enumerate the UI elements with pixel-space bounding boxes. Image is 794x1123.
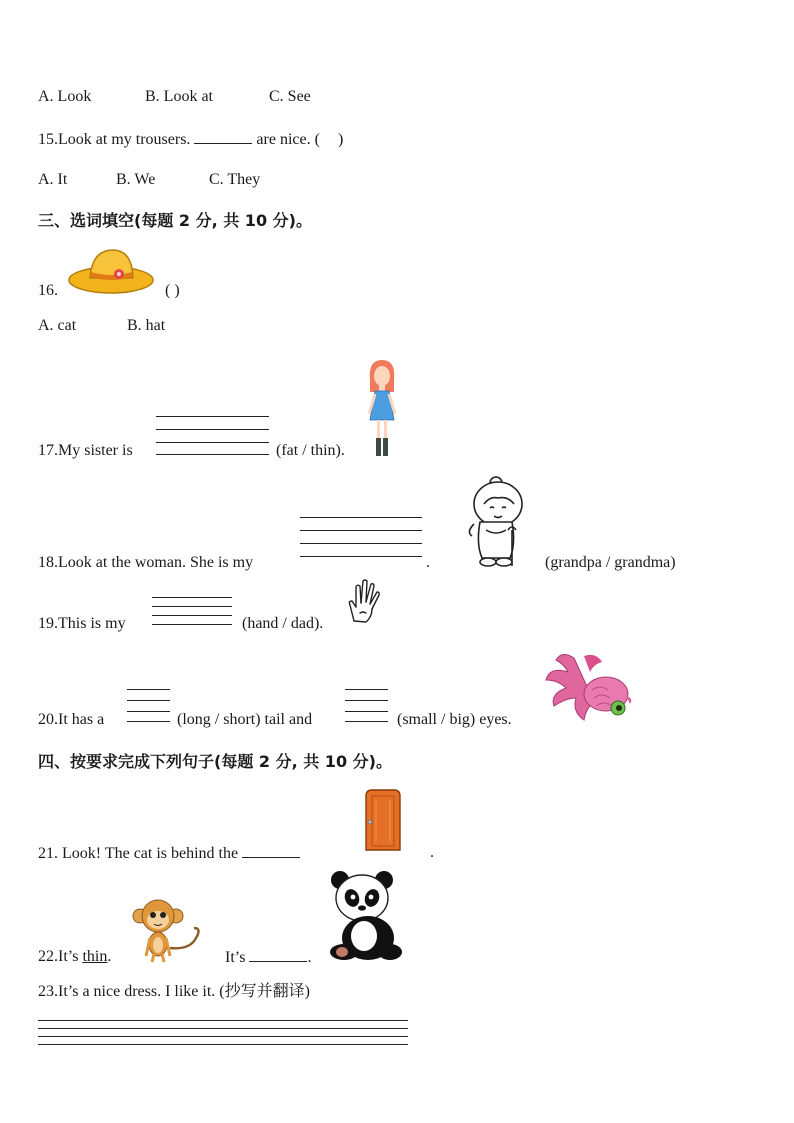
grandma-icon bbox=[456, 474, 526, 570]
section-4-title: 四、按要求完成下列句子(每题 2 分, 共 10 分)。 bbox=[38, 752, 392, 771]
q16-option-b: B. hat bbox=[127, 317, 166, 334]
q20-writing-lines-2[interactable] bbox=[345, 689, 388, 723]
q18-period: . bbox=[426, 554, 430, 571]
q23-writing-lines[interactable] bbox=[38, 1020, 408, 1046]
q19-writing-lines[interactable] bbox=[152, 597, 232, 625]
q20-middle-text: (long / short) tail and bbox=[177, 711, 313, 728]
question-15 bbox=[38, 129, 343, 150]
q23-text: 23.It’s a nice dress. I like it. (抄写并翻译) bbox=[38, 983, 310, 1000]
girl-icon bbox=[364, 358, 400, 458]
q18-text: 18.Look at the woman. She is my bbox=[38, 554, 254, 571]
panda-icon bbox=[324, 868, 404, 962]
q15-answer-blank[interactable] bbox=[194, 129, 252, 144]
q18-writing-lines[interactable] bbox=[300, 517, 422, 559]
q17-text: 17.My sister is bbox=[38, 442, 133, 459]
q22-text-before: 22.It’s bbox=[38, 948, 79, 965]
q21-period: . bbox=[430, 844, 434, 861]
q19-hint: (hand / dad). bbox=[242, 615, 324, 632]
q21-text: . Look! The cat is behind the bbox=[54, 845, 239, 862]
q15-option-c: C. They bbox=[209, 171, 261, 188]
question-22a bbox=[38, 947, 111, 967]
q20-text: 20.It has a bbox=[38, 711, 105, 728]
monkey-icon bbox=[130, 898, 206, 964]
q17-hint: (fat / thin). bbox=[276, 442, 345, 459]
q15-option-b: B. We bbox=[116, 171, 156, 188]
q16-option-a: A. cat bbox=[38, 317, 77, 334]
q18-hint: (grandpa / grandma) bbox=[545, 554, 676, 571]
q16-answer-paren[interactable]: ( ) bbox=[165, 282, 180, 299]
q20-writing-lines-1[interactable] bbox=[127, 689, 170, 723]
section-3-title: 三、选词填空(每题 2 分, 共 10 分)。 bbox=[38, 211, 312, 230]
q21-number: 21 bbox=[38, 845, 54, 862]
hand-icon bbox=[344, 577, 388, 625]
q22-underlined-word: thin bbox=[82, 948, 108, 965]
q22-answer-blank[interactable] bbox=[249, 947, 307, 962]
q21-answer-blank[interactable] bbox=[242, 843, 300, 858]
q16-number: 16. bbox=[38, 282, 58, 299]
q22-text-after: . bbox=[107, 948, 112, 965]
q22-period: . bbox=[307, 949, 312, 966]
q14-option-b: B. Look at bbox=[145, 88, 213, 105]
q20-hint: (small / big) eyes. bbox=[397, 711, 512, 728]
q15-text-before: 15.Look at my trousers. bbox=[38, 131, 191, 148]
door-icon bbox=[362, 788, 404, 852]
q17-writing-lines[interactable] bbox=[156, 416, 269, 456]
q22-text2: It’s bbox=[225, 949, 246, 966]
hat-icon bbox=[68, 244, 154, 296]
goldfish-icon bbox=[544, 650, 636, 724]
q15-option-a: A. It bbox=[38, 171, 68, 188]
q15-paren-close: ) bbox=[337, 131, 344, 148]
q14-option-a: A. Look bbox=[38, 88, 92, 105]
q15-text-after: are nice. ( bbox=[256, 131, 320, 148]
q14-option-c: C. See bbox=[269, 88, 311, 105]
q19-text: 19.This is my bbox=[38, 615, 126, 632]
question-22b bbox=[225, 947, 311, 968]
question-21 bbox=[38, 843, 300, 864]
